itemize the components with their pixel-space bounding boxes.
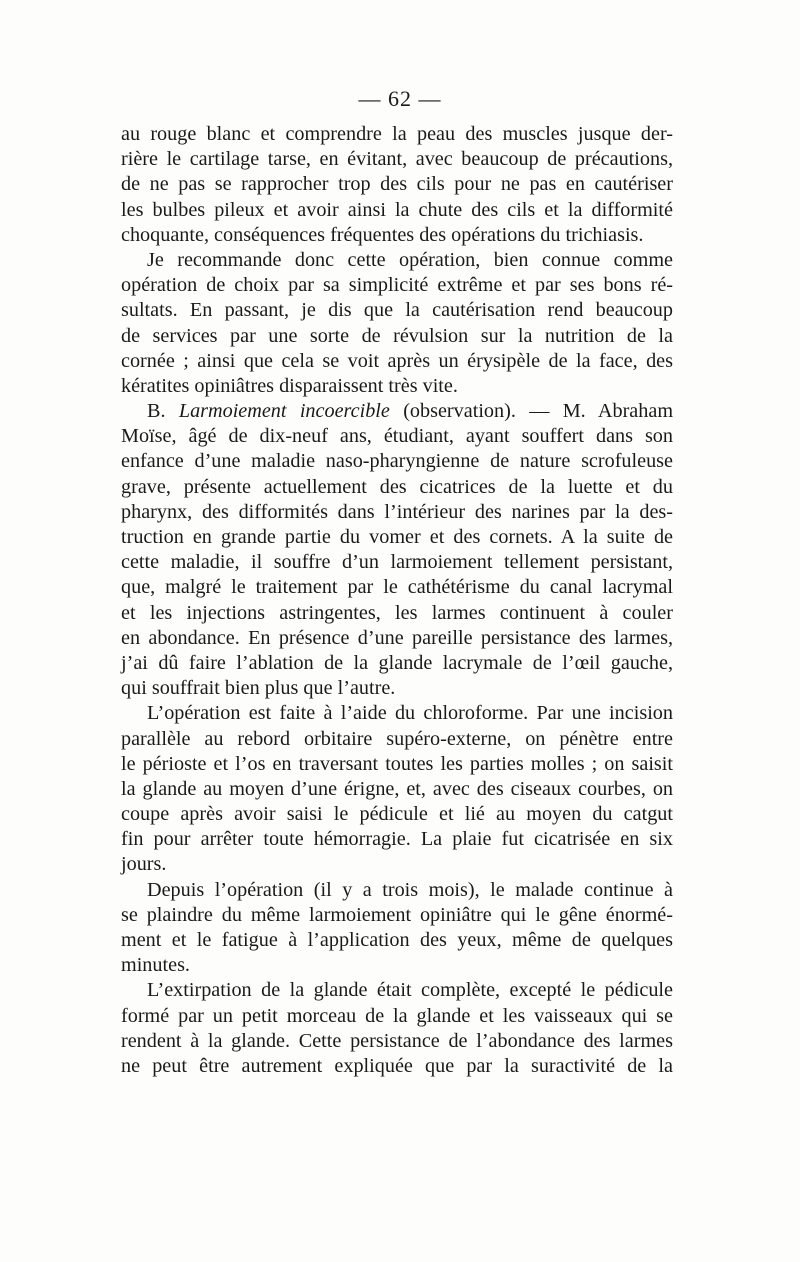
text-line: rière le cartilage tarse, en évitant, avec beaucoup de précautions, (121, 148, 673, 171)
text-line: jours. (121, 853, 167, 876)
section-title-suffix: (observation). — M. Abraham (389, 400, 674, 423)
text-line: rendent à la glande. Cette persistance de l’abondance des larmes (121, 1029, 673, 1052)
text-line: Moïse, âgé de dix-neuf ans, étudiant, ayant souffert dans son (121, 425, 673, 448)
text-line: qui souffrait bien plus que l’autre. (121, 677, 396, 700)
text-line: grave, présente actuellement des cicatrices de la luette et du (121, 475, 673, 498)
text-line: j’ai dû faire l’ablation de la glande lacrymale de l’œil gauche, (121, 651, 673, 674)
text-line: le périoste et l’os en traversant toutes les parties molles ; on saisit (121, 752, 673, 775)
text-line: de services par une sorte de révulsion sur la nutrition de la (121, 324, 673, 347)
text-line: de ne pas se rapprocher trop des cils pour ne pas en cautériser (121, 173, 673, 196)
text-line: ment et le fatigue à l’application des yeux, même de quelques (121, 929, 673, 951)
text-line: sultats. En passant, je dis que la cautérisation rend beaucoup (121, 299, 673, 322)
section-heading-line (121, 399, 673, 424)
text-line: les bulbes pileux et avoir ainsi la chute des cils et la difformité (121, 198, 673, 221)
text-line: kératites opiniâtres disparaissent très vite. (121, 374, 458, 397)
section-label: B. (147, 400, 179, 423)
text-line: la glande au moyen d’une érigne, et, avec des ciseaux courbes, on (121, 777, 673, 800)
text-line: cornée ; ainsi que cela se voit après un érysipèle de la face, des (121, 349, 673, 372)
text-line: en abondance. En présence d’une pareille persistance des larmes, (121, 626, 673, 649)
text-line: pharynx, des difformités dans l’intérieur des narines par la des- (121, 500, 673, 523)
text-line: fin pour arrêter toute hémorragie. La plaie fut cicatrisée en six (121, 828, 673, 851)
text-line: parallèle au rebord orbitaire supéro-externe, on pénètre entre (121, 727, 673, 750)
text-line: ne peut être autrement expliquée que par la suractivité de la (121, 1054, 673, 1077)
text-line: coupe après avoir saisi le pédicule et lié au moyen du catgut (121, 803, 673, 826)
text-line: et les injections astringentes, les larmes continuent à couler (121, 601, 673, 624)
text-line: enfance d’une maladie naso-pharyngienne de nature scrofuleuse (121, 450, 673, 473)
body-text (121, 122, 673, 1079)
text-line: minutes. (121, 954, 190, 977)
paragraph-start-line: Depuis l’opération (il y a trois mois), le malade continue à (147, 878, 673, 901)
text-line: choquante, conséquences fréquentes des opérations du trichiasis. (121, 223, 644, 246)
text-line: opération de choix par sa simplicité extrême et par ses bons ré- (121, 274, 673, 297)
text-line: formé par un petit morceau de la glande et les vaisseaux qui se (121, 1004, 673, 1027)
paragraph-start-line: L’extirpation de la glande était complète, excepté le pédicule (147, 979, 673, 1002)
text-line: truction en grande partie du vomer et des cornets. A la suite de (121, 526, 673, 548)
text-line: cette maladie, il souffre d’un larmoiement tellement persistant, (121, 551, 673, 574)
page-number: — 62 — (358, 86, 442, 111)
paragraph-start-line: L’opération est faite à l’aide du chloroforme. Par une incision (147, 702, 673, 725)
text-line: se plaindre du même larmoiement opiniâtre qui le gêne énormé- (121, 903, 673, 926)
text-line: que, malgré le traitement par le cathétérisme du canal lacrymal (121, 576, 673, 599)
paragraph-start-line: Je recommande donc cette opération, bien connue comme (147, 248, 673, 271)
section-title: Larmoiement incoercible (178, 400, 390, 423)
text-line: au rouge blanc et comprendre la peau des muscles jusque der- (121, 123, 673, 145)
